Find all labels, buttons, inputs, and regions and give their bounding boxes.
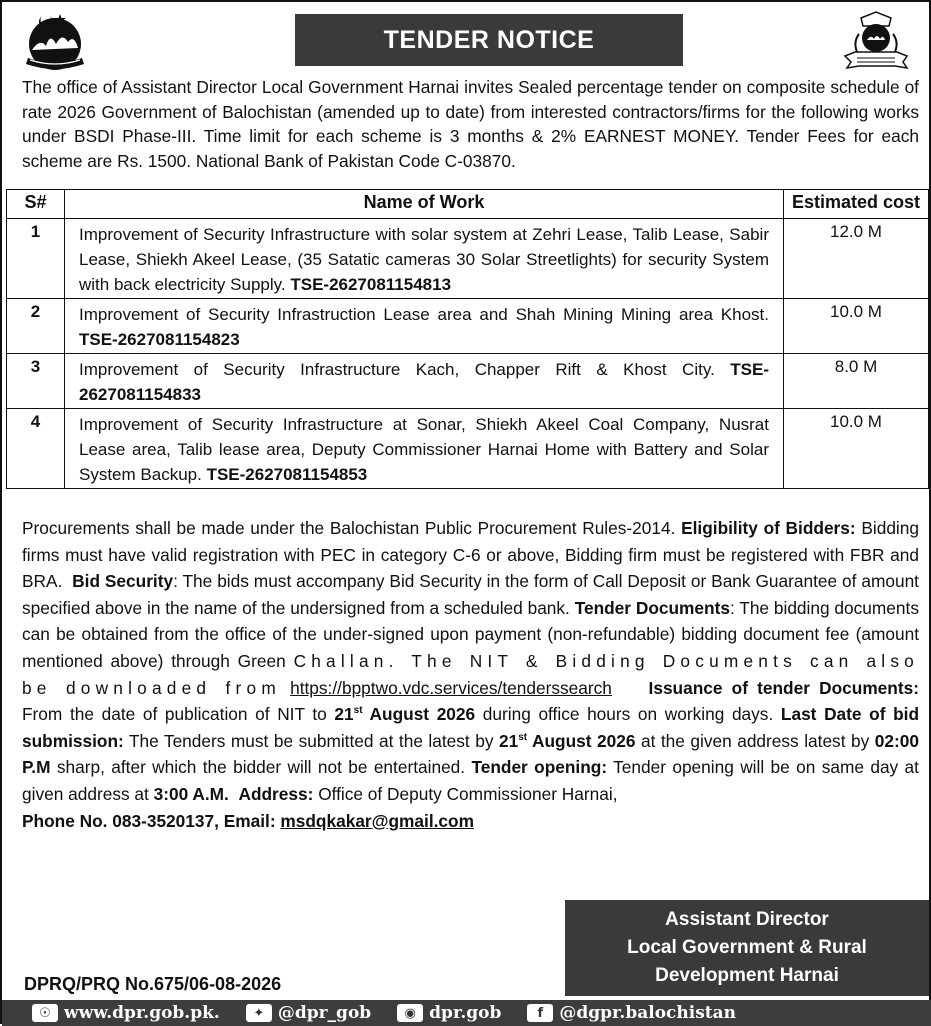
last-date-text: The Tenders must be submitted at the latest by — [128, 730, 494, 751]
work-description: Improvement of Security Infrastructure with solar system at Zehri Lease, Talib Lease, Sabir Lease, Shiekh Akeel Lease, (35 Satatic cameras 30 Solar Streetlights) for security System with back electricity Supply. — [79, 225, 769, 294]
row-work — [65, 354, 784, 409]
intro-paragraph: The office of Assistant Director Local Government Harnai invites Sealed percentage tender on composite schedule of rate 2026 Government of Balochistan (amended up to date) from interested contractors/firms for the following works under BSDI Phase-III. Time limit for each scheme is 3 months & 2% EARNEST MONEY. Tender Fees for each scheme are Rs. 1500. National Bank of Pakistan Code C-03870. — [22, 77, 919, 171]
address-label: Address: — [238, 783, 314, 804]
twitter-icon: ✦ — [246, 1004, 272, 1022]
row-sno: 1 — [7, 219, 65, 299]
issuance-hours-text: during office hours on working days. — [482, 704, 774, 725]
row-sno: 4 — [7, 409, 65, 489]
issuance-text: From the date of publication of NIT to — [22, 704, 327, 725]
row-cost: 12.0 M — [784, 219, 929, 299]
signature-block — [565, 900, 929, 996]
table-row — [7, 409, 929, 489]
date-month-year: August 2026 — [369, 704, 476, 725]
date-day: 21 — [334, 704, 354, 725]
signatory-department: Local Government & Rural — [627, 937, 867, 958]
opening-time: 3:00 A.M. — [153, 783, 229, 804]
contact-label: Phone No. 083-3520137, Email: — [22, 810, 276, 831]
work-description: Improvement of Security Infrastruction Lease area and Shah Mining Mining area Khost. — [79, 305, 769, 324]
last-date-address-text: at the given address latest by — [640, 730, 870, 751]
tender-search-link[interactable]: https://bpptwo.vdc.services/tenderssearch — [290, 677, 612, 698]
date-month-year: August 2026 — [532, 730, 636, 751]
terms-paragraph — [22, 515, 919, 834]
late-bid-text: sharp, after which the bidder will not be entertained. — [56, 757, 466, 778]
tse-number: TSE-2627081154813 — [290, 275, 452, 294]
footer-instagram[interactable] — [397, 1003, 501, 1023]
download-text: Challan. The NIT & Bidding Documents can also be downloaded from — [22, 650, 919, 698]
footer-website[interactable] — [32, 1003, 220, 1023]
date-day: 21 — [499, 730, 519, 751]
signatory-location: Development Harnai — [655, 965, 839, 986]
last-date-label: Last Date of bid submission: — [22, 704, 920, 751]
globe-icon: ☉ — [32, 1004, 58, 1022]
date-suffix: st — [353, 705, 363, 717]
email-link[interactable]: msdqkakar@gmail.com — [280, 810, 474, 831]
twitter-handle: @dpr_gob — [277, 1003, 372, 1023]
col-header-cost: Estimated cost — [784, 190, 929, 219]
facebook-handle: @dgpr.balochistan — [559, 1003, 737, 1023]
row-sno: 2 — [7, 299, 65, 354]
tender-documents-text: : The bidding documents can be obtained from the office of the under-signed upon payment (non-refundable) bidding document fee (amount mentioned above) through Green — [22, 597, 919, 671]
row-work — [65, 409, 784, 489]
eligibility-text: Bidding firms must have valid registration with PEC in category C-6 or above, Bidding firm must be registered with FBR and BRA. — [22, 518, 919, 592]
submission-time: 02:00 P.M — [22, 730, 919, 778]
row-sno: 3 — [7, 354, 65, 409]
table-row — [7, 219, 929, 299]
issuance-date — [334, 704, 475, 724]
bid-security-text: : The bids must accompany Bid Security in the form of Call Deposit or Bank Guarantee of amount specified above in the name of the undersigned from a scheduled bank. — [22, 571, 919, 618]
date-suffix: st — [518, 731, 528, 743]
table-row — [7, 354, 929, 409]
issuance-label: Issuance of tender Documents: — [648, 677, 919, 698]
government-seal-logo — [841, 10, 911, 72]
row-cost: 10.0 M — [784, 299, 929, 354]
tse-number: TSE-2627081154833 — [79, 360, 769, 404]
table-row — [7, 299, 929, 354]
bid-security-label: Bid Security — [72, 571, 174, 592]
balochistan-emblem-logo — [20, 10, 90, 72]
eligibility-label: Eligibility of Bidders: — [681, 518, 856, 538]
tender-notice-title: TENDER NOTICE — [295, 14, 683, 66]
works-table — [6, 189, 929, 489]
procurement-rules-text: Procurements shall be made under the Balochistan Public Procurement Rules-2014. — [22, 518, 676, 538]
footer-facebook[interactable] — [527, 1003, 736, 1023]
table-header-row — [7, 190, 929, 219]
col-header-work: Name of Work — [65, 190, 784, 219]
address-text: Office of Deputy Commissioner Harnai, — [318, 783, 618, 804]
row-cost: 10.0 M — [784, 409, 929, 489]
tender-documents-label: Tender Documents — [574, 597, 730, 618]
signatory-title: Assistant Director — [665, 909, 829, 930]
footer-twitter[interactable] — [246, 1003, 371, 1023]
tse-number: TSE-2627081154853 — [206, 465, 368, 484]
row-work — [65, 219, 784, 299]
tse-number: TSE-2627081154823 — [79, 330, 240, 349]
work-description: Improvement of Security Infrastructure Kach, Chapper Rift & Khost City. — [79, 360, 715, 379]
tender-opening-text: Tender opening will be on same day at given address at — [22, 757, 919, 804]
instagram-handle: dpr.gob — [429, 1003, 502, 1023]
reference-number: DPRQ/PRQ No.675/06-08-2026 — [24, 974, 282, 994]
website-text: www.dpr.gob.pk. — [64, 1003, 220, 1023]
row-cost: 8.0 M — [784, 354, 929, 409]
work-description: Improvement of Security Infrastructure at Sonar, Shiekh Akeel Coal Company, Nusrat Lease area, Talib lease area, Deputy Commissioner Harnai Home with Battery and Solar System Backup. — [79, 415, 769, 484]
instagram-icon: ◉ — [397, 1004, 423, 1022]
last-date — [499, 731, 635, 751]
row-work — [65, 299, 784, 354]
col-header-sno: S# — [7, 190, 65, 219]
footer-bar — [2, 1000, 931, 1026]
facebook-icon: f — [527, 1004, 553, 1022]
tender-opening-label: Tender opening: — [471, 757, 608, 778]
